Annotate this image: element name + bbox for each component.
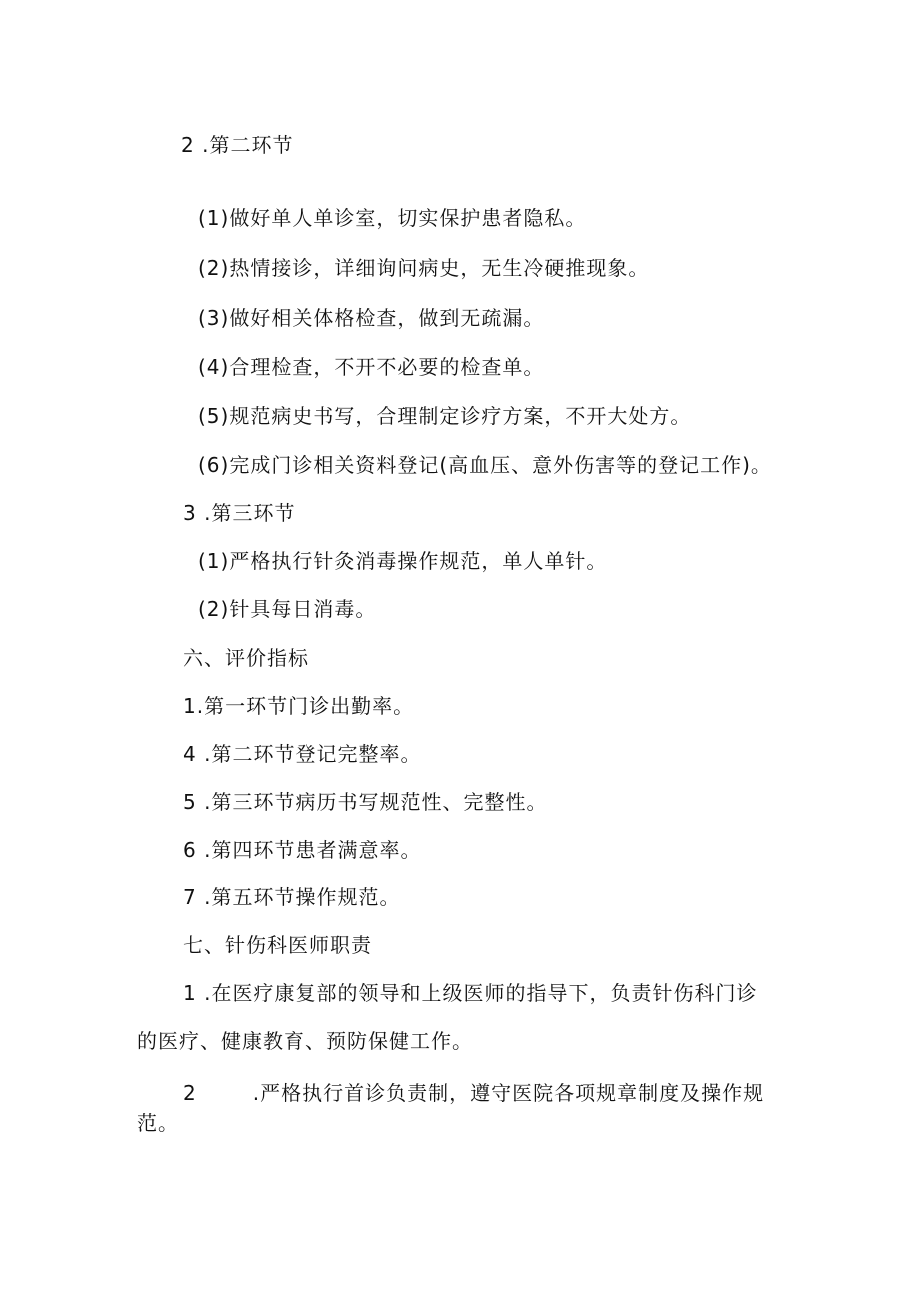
section-heading-3: 3 .第三环节 (183, 501, 296, 525)
indicator-4: 4 .第二环节登记完整率。 (183, 742, 422, 766)
indicator-7: 7 .第五环节操作规范。 (183, 885, 401, 909)
list-item-3-1: (1)严格执行针灸消毒操作规范，单人单针。 (198, 549, 608, 573)
list-item-3-2: (2)针具每日消毒。 (198, 597, 377, 621)
duty-2-text: .严格执行首诊负责制，遵守医院各项规章制度及操作规 (252, 1081, 765, 1105)
duty-2-number: 2 (183, 1081, 197, 1105)
indicator-1: 1.第一环节门诊出勤率。 (183, 694, 415, 718)
indicator-5: 5 .第三环节病历书写规范性、完整性。 (183, 790, 548, 814)
indicator-6: 6 .第四环节患者满意率。 (183, 838, 422, 862)
duty-1-line-2: 的医疗、健康教育、预防保健工作。 (137, 1029, 473, 1053)
list-item-2-2: (2)热情接诊，详细询问病史，无生冷硬推现象。 (198, 256, 650, 280)
list-item-2-6: (6)完成门诊相关资料登记(高血压、意外伤害等的登记工作)。 (198, 453, 772, 477)
section-heading-seven: 七、针伤科医师职责 (183, 933, 372, 957)
section-heading-2: 2 .第二环节 (181, 133, 294, 157)
list-item-2-5: (5)规范病史书写，合理制定诊疗方案，不开大处方。 (198, 404, 692, 428)
duty-2-line-2: 范。 (137, 1111, 179, 1135)
duty-2-line-1 (183, 1080, 764, 1106)
list-item-2-4: (4)合理检查，不开不必要的检查单。 (198, 355, 545, 379)
list-item-2-1: (1)做好单人单诊室，切实保护患者隐私。 (198, 206, 587, 230)
duty-1-line-1: 1 .在医疗康复部的领导和上级医师的指导下，负责针伤科门诊 (183, 981, 758, 1005)
list-item-2-3: (3)做好相关体格检查，做到无疏漏。 (198, 306, 545, 330)
section-heading-six: 六、评价指标 (183, 646, 309, 670)
